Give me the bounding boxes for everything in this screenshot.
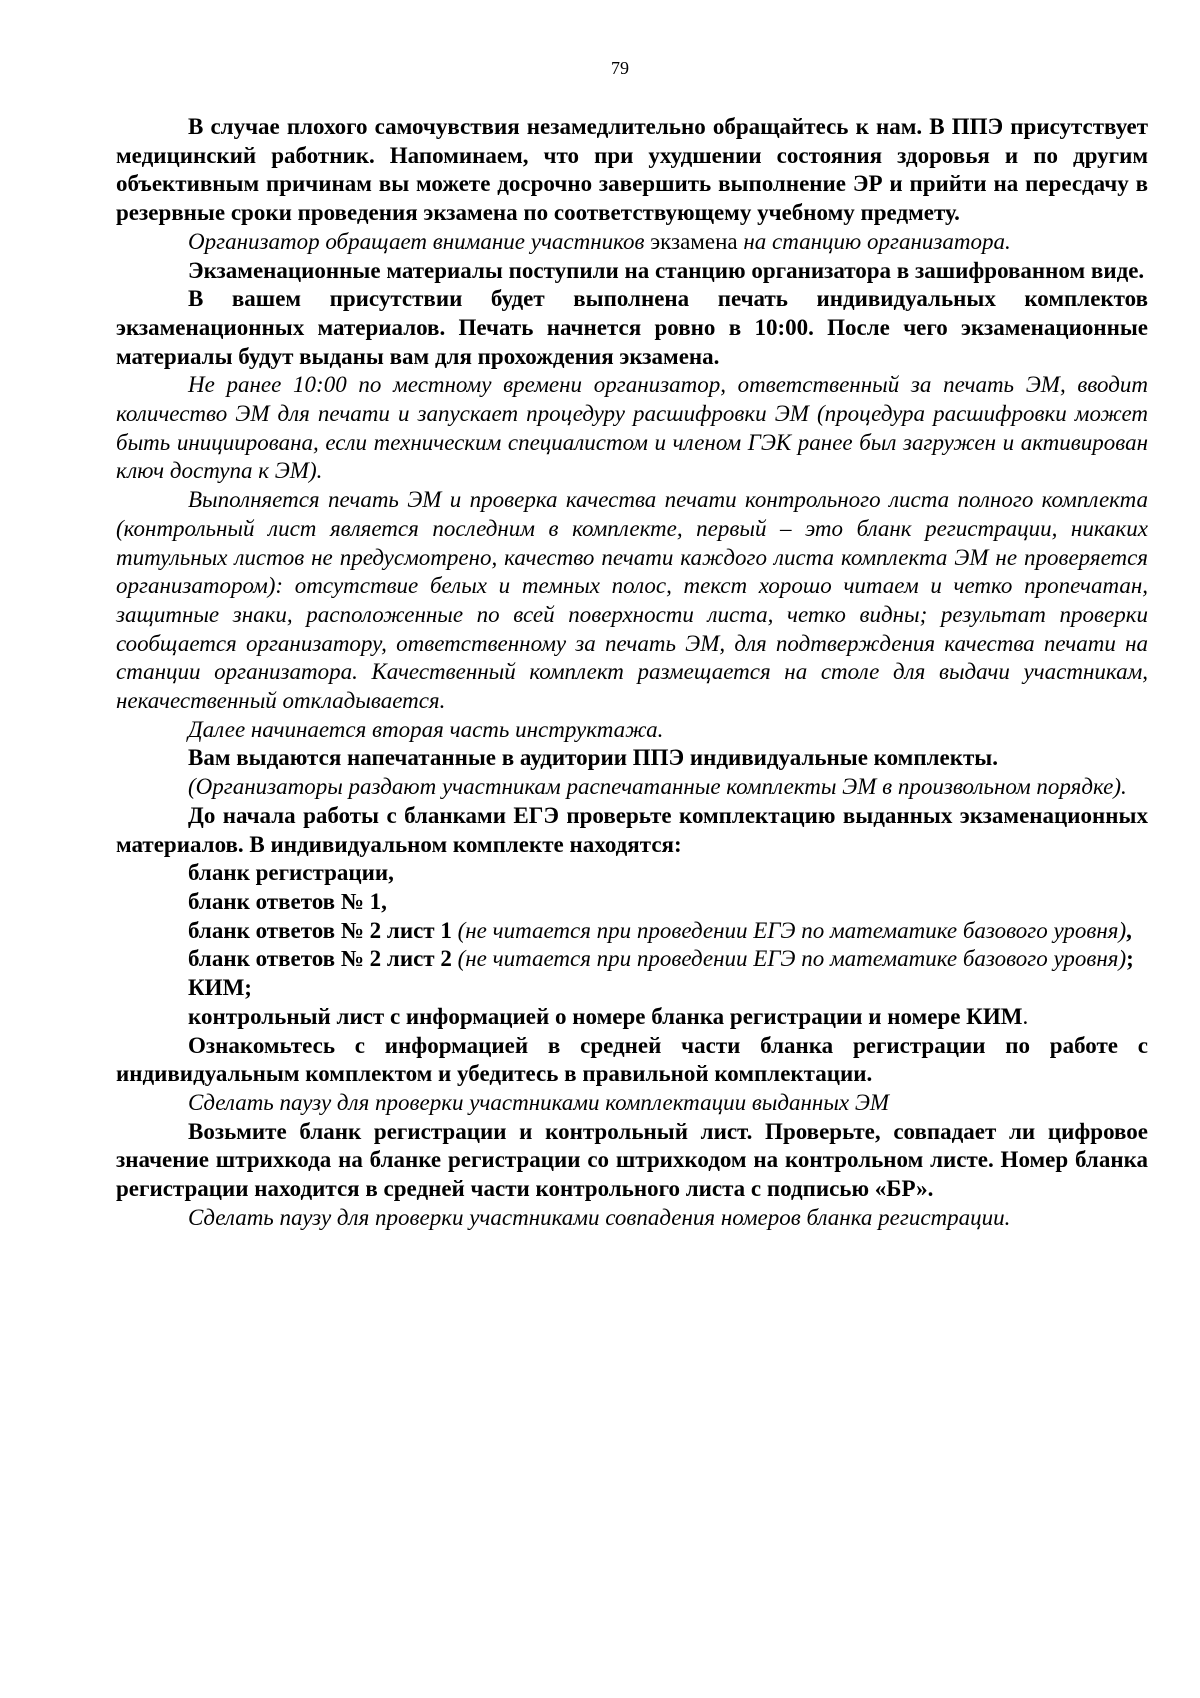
italic-text: на станцию организатора.: [743, 228, 1011, 254]
paragraph-pause-kit-check: Сделать паузу для проверки участниками комплектации выданных ЭМ: [188, 1089, 890, 1115]
paragraph-print-quality-check: Выполняется печать ЭМ и проверка качества печати контрольного листа полного комплекта (контрольный лист является последним в комплекте, первый – это бланк регистрации, никаких титульных листов не предусмотрено, качество печати каждого листа комплекта ЭМ не проверяется организатором): отсутствие белых и темных полос, текст хорошо читаем и четко пропечатан, защитные знаки, расположенные по всей поверхности листа, четко видны; результат проверки сообщается организатору, ответственному за печать ЭМ, для подтверждения качества печати на станции организатора. Качественный комплект размещается на столе для выдачи участникам, некачественный откладывается.: [116, 487, 1148, 714]
paragraph-materials-received: Экзаменационные материалы поступили на станцию организатора в зашифрованном виде.: [188, 257, 1145, 283]
item-punctuation: ,: [1126, 917, 1132, 943]
italic-text: Организатор обращает внимание участников: [188, 228, 651, 254]
page-number: 79: [611, 58, 629, 78]
item-note: (не читается при проведении ЕГЭ по математике базового уровня): [457, 946, 1127, 972]
paragraph-printing-start: В вашем присутствии будет выполнена печать индивидуальных комплектов экзаменационных материалов. Печать начнется ровно в 10:00. После чего экзаменационные материалы будут выданы вам для прохождения экзамена.: [116, 286, 1148, 369]
item-label: контрольный лист с информацией о номере бланка регистрации и номере КИМ: [188, 1003, 1023, 1029]
paragraph-kits-issued: Вам выдаются напечатанные в аудитории ППЭ индивидуальные комплекты.: [188, 745, 998, 771]
item-punctuation: ;: [1126, 946, 1134, 972]
paragraph-pause-number-check: Сделать паузу для проверки участниками совпадения номеров бланка регистрации.: [188, 1204, 1011, 1230]
item-label: бланк ответов № 2 лист 2: [188, 946, 458, 972]
paragraph-familiarize: Ознакомьтесь с информацией в средней части бланка регистрации по работе с индивидуальным комплектом и убедитесь в правильной комплектации.: [116, 1032, 1148, 1087]
list-item-answer-form-2-sheet-1: [116, 917, 1148, 946]
list-item-answer-form-2-sheet-2: [116, 945, 1148, 974]
regular-text: экзамена: [650, 228, 744, 254]
paragraph-second-part: Далее начинается вторая часть инструктажа.: [188, 716, 664, 742]
paragraph-health-notice: В случае плохого самочувствия незамедлительно обращайтесь к нам. В ППЭ присутствует медицинский работник. Напоминаем, что при ухудшении состояния здоровья и по другим объективным причинам вы можете досрочно завершить выполнение ЭР и прийти на пересдачу в резервные сроки проведения экзамена по соответствующему учебному предмету.: [116, 114, 1148, 226]
paragraph-organizer-attention: [116, 228, 1148, 257]
item-label: бланк ответов № 2 лист 1: [188, 917, 458, 943]
paragraph-decryption-procedure: Не ранее 10:00 по местному времени организатор, ответственный за печать ЭМ, вводит количество ЭМ для печати и запускает процедуру расшифровки ЭМ (процедура расшифровки может быть инициирована, если техническим специалистом и членом ГЭК ранее был загружен и активирован ключ доступа к ЭМ).: [116, 372, 1148, 484]
document-body: [116, 113, 1148, 1232]
paragraph-check-kit: До начала работы с бланками ЕГЭ проверьте комплектацию выданных экзаменационных материалов. В индивидуальном комплекте находятся:: [116, 802, 1148, 857]
item-punctuation: .: [1022, 1003, 1029, 1029]
list-item-registration-form: бланк регистрации,: [188, 860, 394, 886]
list-item-control-sheet: [116, 1003, 1148, 1032]
paragraph-organizers-distribute: (Организаторы раздают участникам распечатанные комплекты ЭМ в произвольном порядке).: [188, 774, 1127, 800]
item-note: (не читается при проведении ЕГЭ по математике базового уровня): [457, 917, 1127, 943]
list-item-kim: КИМ;: [188, 975, 252, 1001]
list-item-answer-form-1: бланк ответов № 1,: [188, 888, 387, 914]
paragraph-barcode-check: Возьмите бланк регистрации и контрольный лист. Проверьте, совпадает ли цифровое значение штрихкода на бланке регистрации со штрихкодом на контрольном листе. Номер бланка регистрации находится в средней части контрольного листа с подписью «БР».: [116, 1118, 1148, 1202]
